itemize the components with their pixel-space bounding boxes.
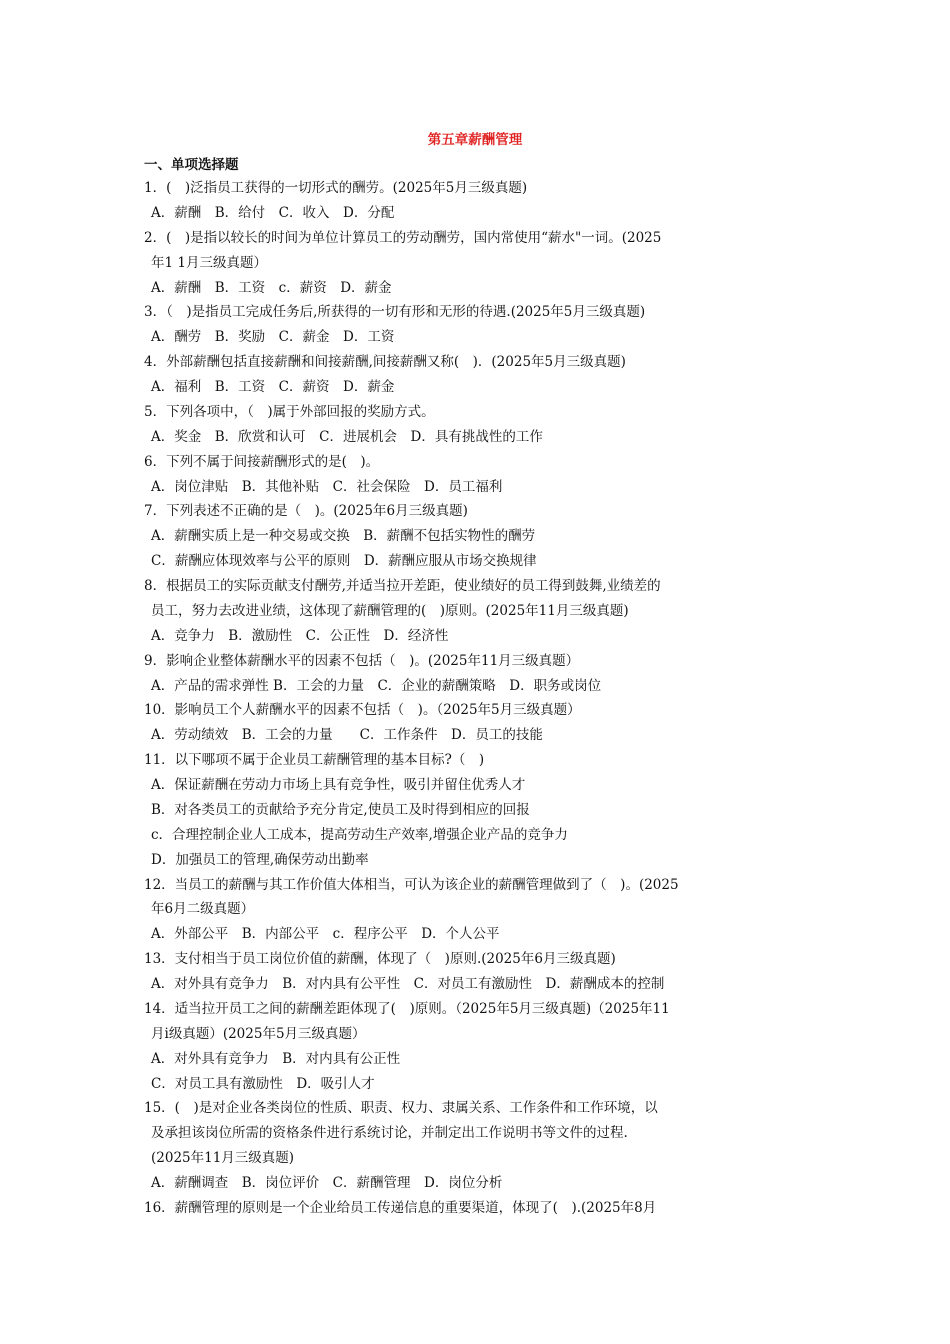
- question-option-line: C．薪酬应体现效率与公平的原则 D．薪酬应服从市场交换规律: [151, 553, 537, 570]
- question-option-line: A．薪酬 B．给付 C．收入 D．分配: [151, 204, 395, 221]
- question-option-line: A．奖金 B．欣赏和认可 C．进展机会 D．具有挑战性的工作: [151, 428, 543, 445]
- question-option-line: A．薪酬 B．工资 c．薪资 D．薪金: [151, 279, 392, 296]
- question-option-line: A．福利 B．工资 C．薪资 D．薪金: [151, 379, 395, 395]
- question-option-line: A．竞争力 B．激励性 C．公正性 D．经济性: [151, 627, 449, 644]
- question-option-line: A．对外具有竞争力 B．对内具有公平性 C．对员工有激励性 D．薪酬成本的控制: [151, 976, 665, 992]
- question-option-line: (2025年11月三级真题): [151, 1150, 295, 1167]
- question-option-line: 年1 1月三级真题）: [151, 254, 267, 271]
- question-line: 2．( )是指以较长的时间为单位计算员工的劳动酬劳，国内常使用“薪水"一词。(2025: [144, 229, 662, 246]
- question-option-line: A．外部公平 B．内部公平 c．程序公平 D．个人公平: [151, 926, 500, 943]
- question-line: 14．适当拉开员工之间的薪酬差距体现了( )原则。（2025年5月三级真题)（2025年11: [144, 1000, 670, 1017]
- question-option-line: A．酬劳 B．奖励 C．薪金 D．工资: [151, 329, 395, 346]
- question-option-line: 月i级真题）(2025年5月三级真题）: [151, 1025, 366, 1042]
- question-option-line: A．产品的需求弹性 B．工会的力量 C．企业的薪酬策略 D．职务或岗位: [151, 677, 602, 694]
- question-line: 6．下列不属于间接薪酬形式的是( )。: [144, 453, 380, 470]
- question-option-line: D．加强员工的管理,确保劳动出勤率: [151, 851, 369, 868]
- question-option-line: A．薪酬调查 B．岗位评价 C．薪酬管理 D．岗位分析: [151, 1175, 503, 1191]
- question-line: 4．外部薪酬包括直接薪酬和间接薪酬,间接薪酬又称( )．(2025年5月三级真题): [144, 354, 626, 371]
- question-list: [144, 176, 724, 1221]
- question-option-line: A．薪酬实质上是一种交易或交换 B．薪酬不包括实物性的酬劳: [151, 528, 536, 545]
- chapter-title: 第五章薪酬管理: [427, 132, 523, 148]
- question-option-line: C．对员工具有激励性 D．吸引人才: [151, 1075, 375, 1092]
- question-line: 7．下列表述不正确的是（ )。(2025年6月三级真题): [144, 503, 468, 520]
- question-option-line: A．岗位津贴 B．其他补贴 C．社会保险 D．员工福利: [151, 478, 503, 495]
- question-option-line: 员工，努力去改进业绩，这体现了薪酬管理的( )原则。(2025年11月三级真题): [151, 602, 629, 619]
- question-line: 13．支付相当于员工岗位价值的薪酬，体现了（ )原则.(2025年6月三级真题): [144, 951, 616, 968]
- question-line: 15．( )是对企业各类岗位的性质、职责、权力、隶属关系、工作条件和工作环境，以: [144, 1100, 658, 1117]
- question-option-line: A．保证薪酬在劳动力市场上具有竞争性，吸引并留住优秀人才: [151, 777, 526, 793]
- question-line: 11．以下哪项不属于企业员工薪酬管理的基本目标?（ ): [144, 752, 485, 769]
- section-heading: 一、单项选择题: [144, 157, 239, 173]
- question-option-line: A．对外具有竞争力 B．对内具有公正性: [151, 1050, 401, 1067]
- question-option-line: 年6月二级真题）: [151, 901, 255, 918]
- question-option-line: A．劳动绩效 B．工会的力量 C．工作条件 D．员工的技能: [151, 727, 543, 744]
- question-option-line: B．对各类员工的贡献给予充分肯定,使员工及时得到相应的回报: [151, 801, 530, 818]
- question-line: 3．（ )是指员工完成任务后,所获得的一切有形和无形的待遇.(2025年5月三级真题): [144, 304, 646, 321]
- question-line: 1．( )泛指员工获得的一切形式的酬劳。(2025年5月三级真题): [144, 180, 528, 196]
- question-option-line: c．合理控制企业人工成本，提高劳动生产效率,增强企业产品的竞争力: [151, 826, 568, 843]
- question-line: 8．根据员工的实际贡献支付酬劳,并适当拉开差距，使业绩好的员工得到鼓舞,业绩差的: [144, 578, 661, 594]
- question-line: 12．当员工的薪酬与其工作价值大体相当，可认为该企业的薪酬管理做到了（ )。(2025: [144, 876, 679, 893]
- question-line: 16．薪酬管理的原则是一个企业给员工传递信息的重要渠道，体现了( ).(2025年8月: [144, 1199, 657, 1216]
- question-line: 5．下列各项中，（ )属于外部回报的奖励方式。: [144, 403, 435, 420]
- question-option-line: 及承担该岗位所需的资格条件进行系统讨论，并制定出工作说明书等文件的过程.: [151, 1125, 628, 1142]
- question-line: 9．影响企业整体薪酬水平的因素不包括（ )。(2025年11月三级真题）: [144, 652, 580, 669]
- question-line: 10．影响员工个人薪酬水平的因素不包括（ )。（2025年5月三级真题）: [144, 702, 581, 719]
